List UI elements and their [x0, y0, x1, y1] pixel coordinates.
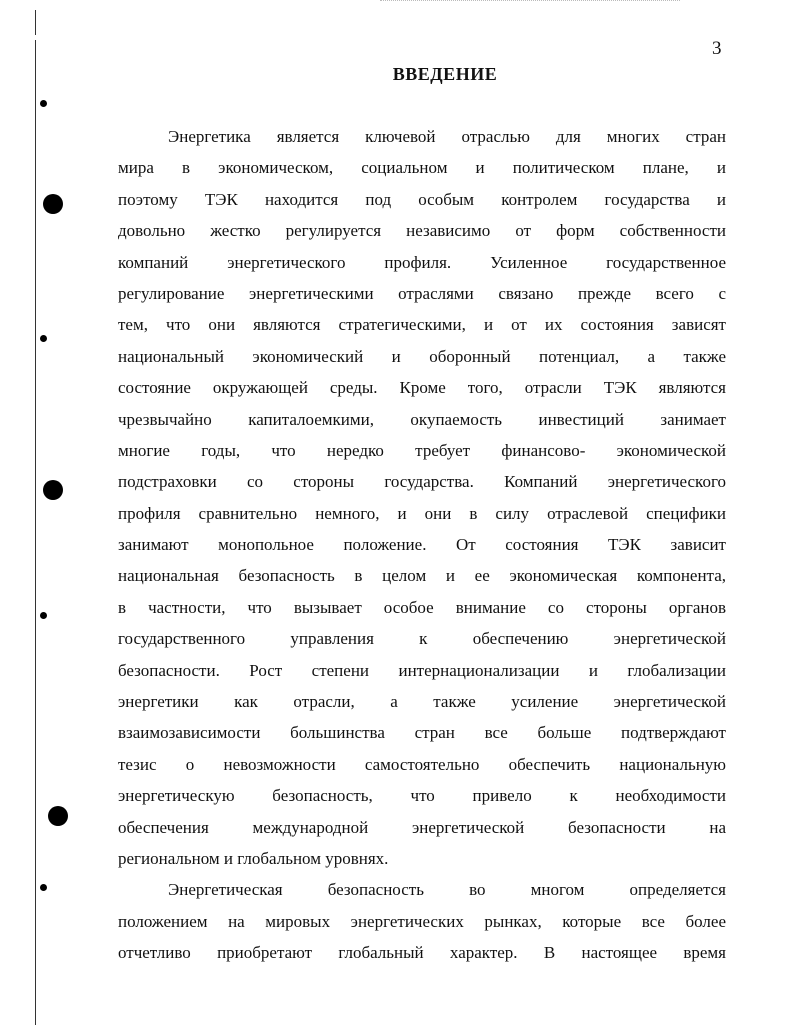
text-line: профиля сравнительно немного, и они в силу отраслевой специфики	[118, 503, 726, 523]
text-line: компаний энергетического профиля. Усиленное государственное	[118, 252, 726, 272]
margin-rule	[35, 40, 36, 1025]
binding-hole	[43, 194, 63, 214]
text-line: регулирование энергетическими отраслями связано прежде всего с	[118, 283, 726, 303]
page-title: ВВЕДЕНИЕ	[392, 64, 498, 84]
text-line: государственного управления к обеспечению энергетической	[118, 629, 726, 649]
text-line: Энергетика является ключевой отраслью для многих стран	[168, 127, 726, 146]
scan-edge-artifact	[380, 0, 680, 4]
text-line: чрезвычайно капиталоемкими, окупаемость инвестиций занимает	[118, 409, 726, 429]
text-line: мира в экономическом, социальном и политическом плане, и	[118, 158, 726, 178]
text-line: поэтому ТЭК находится под особым контролем государства и	[118, 189, 726, 209]
text-line: положением на мировых энергетических рынках, которые все более	[118, 911, 726, 931]
text-line: энергетики как отрасли, а также усиление энергетической	[118, 692, 726, 712]
paragraph-1	[118, 121, 726, 874]
text-line: безопасности. Рост степени интернационализации и глобализации	[118, 660, 726, 680]
text-line: национальная безопасность в целом и ее экономическая компонента,	[118, 566, 726, 586]
text-line: региональном и глобальном уровнях.	[118, 848, 389, 868]
margin-rule-upper	[35, 10, 36, 35]
binding-hole-mark	[40, 335, 47, 342]
text-line: подстраховки со стороны государства. Компаний энергетического	[118, 472, 726, 492]
text-line: занимают монопольное положение. От состояния ТЭК зависит	[118, 535, 726, 555]
text-line: отчетливо приобретают глобальный характер. В настоящее время	[118, 943, 726, 963]
text-line: взаимозависимости большинства стран все больше подтверждают	[118, 723, 726, 743]
document-body	[118, 121, 726, 969]
text-line: обеспечения международной энергетической безопасности на	[118, 817, 726, 837]
binding-hole-mark	[40, 612, 47, 619]
text-line: состояние окружающей среды. Кроме того, отрасли ТЭК являются	[118, 378, 726, 398]
page-number: 3	[712, 38, 722, 59]
text-line: Энергетическая безопасность во многом определяется	[168, 880, 726, 900]
binding-hole-mark	[40, 100, 47, 107]
text-line: тезис о невозможности самостоятельно обеспечить национальную	[118, 754, 726, 774]
text-line: довольно жестко регулируется независимо от форм собственности	[118, 221, 726, 241]
binding-hole	[48, 806, 68, 826]
text-line: многие годы, что нередко требует финансово- экономической	[118, 440, 726, 460]
binding-hole-mark	[40, 884, 47, 891]
text-line: тем, что они являются стратегическими, и от их состояния зависят	[118, 315, 726, 335]
binding-hole	[43, 480, 63, 500]
text-line: национальный экономический и оборонный потенциал, а также	[118, 346, 726, 366]
text-line: энергетическую безопасность, что привело к необходимости	[118, 786, 726, 806]
text-line: в частности, что вызывает особое внимание со стороны органов	[118, 597, 726, 617]
paragraph-2	[118, 874, 726, 968]
